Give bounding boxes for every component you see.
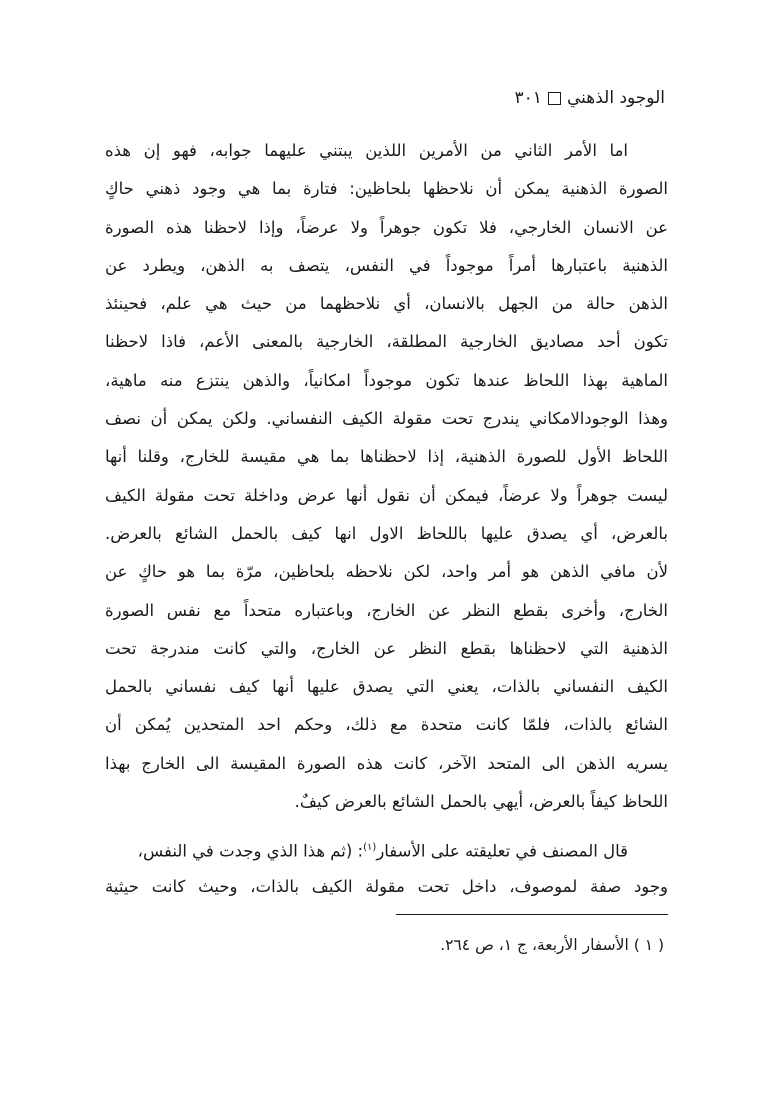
text-line: عن الانسان الخارجي، فلا تكون جوهراً ولا عرضاً، وإذا لاحظنا هذه الصورة <box>105 217 668 237</box>
text-line: بالعرض، أي يصدق عليها باللحاظ الاول انها كيف بالحمل الشائع بالعرض. <box>105 523 668 543</box>
text-line: وهذا الوجودالامكاني يندرج تحت مقولة الكيف النفساني. ولكن يمكن أن نصف <box>105 409 668 429</box>
text-line: وجود صفة لموصوف، داخل تحت مقولة الكيف بالذات، وحيث كانت حيثية <box>105 876 668 896</box>
footnote-divider <box>396 914 668 915</box>
footnote: ( ١ ) الأسفار الأربعة، ج ١، ص ٢٦٤. <box>440 936 664 954</box>
text-line: الماهية بهذا اللحاظ عندها تكون موجوداً امكانياً، والذهن ينتزع منه ماهية، <box>105 370 668 390</box>
running-head <box>105 86 665 110</box>
body-text <box>105 132 668 906</box>
quote-start: : (ثم هذا الذي وجدت في النفس، <box>137 841 364 861</box>
text-line: الذهنية التي لاحظناها بقطع النظر عن الخارج، والتي كانت مندرجة تحت <box>105 638 668 658</box>
text-line: ليست جوهراً ولا عرضاً، فيمكن أن نقول أنها عرض وداخلة تحت مقولة الكيف <box>105 485 668 505</box>
quote-intro: قال المصنف في تعليقته على الأسفار <box>376 841 628 861</box>
footnote-marker[interactable]: (١) <box>363 842 377 854</box>
text-line: الشائع بالذات، فلمّا كانت متحدة مع ذلك، وحكم احد المتحدين يُمكن أن <box>105 715 668 735</box>
paragraph-gap <box>105 821 668 829</box>
text-line: الخارج، وأخرى بقطع النظر عن الخارج، وباعتباره متحداً مع نفس الصورة <box>105 600 668 620</box>
text-line: تكون أحد مصاديق الخارجية المطلقة، الخارجية بالمعنى الأعم، فاذا لاحظنا <box>105 332 668 352</box>
text-line: الصورة الذهنية يمكن أن نلاحظها بلحاظين: فتارة بما هي وجود ذهني حاكٍ <box>105 179 668 199</box>
square-separator-icon <box>548 92 561 105</box>
text-line: الذهن حالة من الجهل بالانسان، أي نلاحظهما من حيث هي علم، فحينئذ <box>105 294 668 314</box>
text-line: الكيف النفساني بالذات، يعني التي يصدق عليها أنها كيف نفساني بالحمل <box>105 677 668 697</box>
chapter-title: الوجود الذهني <box>566 88 665 108</box>
text-line: اللحاظ الأول للصورة الذهنية، إذا لاحظناها بما هي مقيسة للخارج، وقلنا أنها <box>105 447 668 467</box>
text-line: اما الأمر الثاني من الأمرين اللذين يبتني عليهما جوابه، فهو إن هذه <box>105 141 628 160</box>
page-number: ٣٠١ <box>514 88 542 108</box>
text-line: اللحاظ كيفاً بالعرض، أيهي بالحمل الشائع بالعرض كيفٌ. <box>294 792 668 812</box>
text-line: يسريه الذهن الى المتحد الآخر، كانت هذه الصورة المقيسة الى الخارج بهذا <box>105 753 668 773</box>
text-line: لأن مافي الذهن هو أمر واحد، لكن نلاحظه بلحاظين، مرّة بما هو حاكٍ عن <box>105 562 668 582</box>
quote-line <box>105 829 668 867</box>
text-line: الذهنية باعتبارها أمراً موجوداً في النفس، يتصف به الذهن، ويطرد عن <box>105 255 668 275</box>
